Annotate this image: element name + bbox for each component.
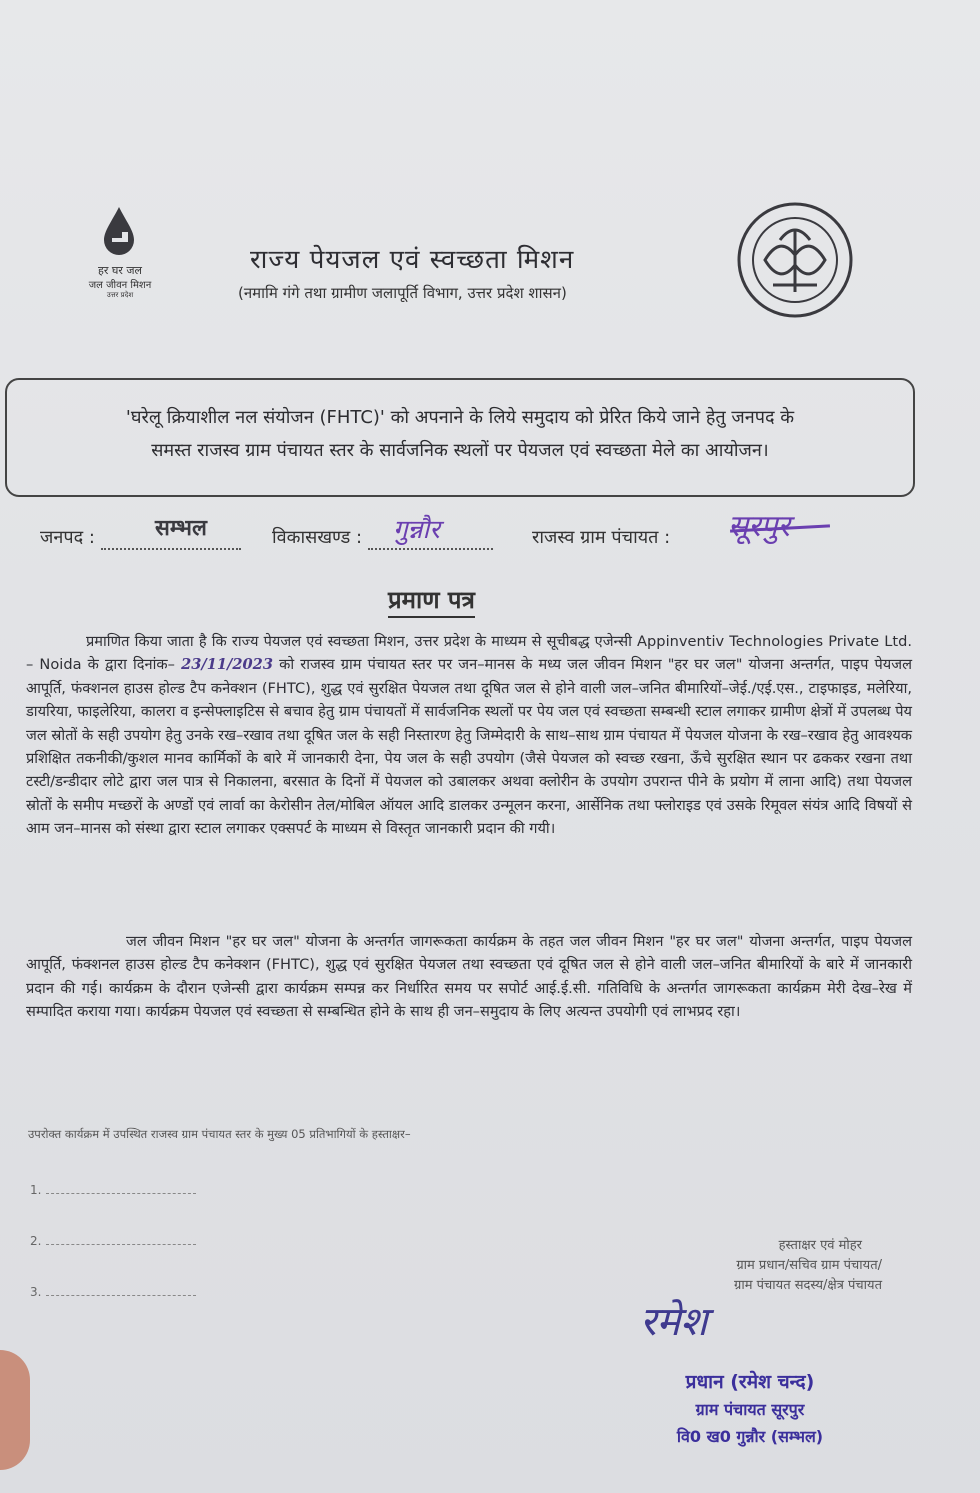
para1-part-b: को राजस्व ग्राम पंचायत स्तर पर जन–मानस के मध्य जल जीवन मिशन "हर घर जल" योजना अन्तर्गत, पाइप पेयजल आपूर्ति, फंक्शनल हाउस होल्ड टैप कनेक्शन (FHTC), शुद्ध एवं सुरक्षित पेयजल तथा दूषित जल से होने वाली जल–जनित बीमारियों–जेई./एई.एस., टाइफाइड, मलेरिया, डायरिया, फाइलेरिया, कालरा व इन्सेफ्लाइटिस से बचाव हेतु ग्राम पंचायतों में सार्वजनिक स्थलों पर पेय जल एवं स्वच्छता सम्बन्धी स्टाल लगाकर ग्रामीण क्षेत्रों में उपलब्ध पेय जल स्रोतों के सही उपयोग हेतु उनके रख–रखाव तथा दूषित जल के सही निस्तारण हेतु जिम्मेदारी के साथ–साथ ग्राम पंचायत में पेयजल योजना के रख–रखाव हेतु आवश्यक प्रशिक्षित तकनीकी/कुशल मानव कार्मिकों के बारे में जानकारी देना, पेय जल के सही उपयोग (जैसे पेयजल को स्वच्छ रखना, ऊँचे सुरक्षित स्थान पर ढककर रखना तथा टस्टी/डन्डीदार लोटे द्वारा जल पात्र से निकालना, बरसात के दिनों में पेयजल को उबालकर अथवा क्लोरीन के उपयोग उपरान्त पीने के प्रयोग में लाना आदि) तथा पेयजल स्रोतों के समीप मच्छरों के अण्डों एवं लार्वा का केरोसीन तेल/मोबिल ऑयल आदि डालकर उन्मूलन करना, आर्सेनिक तथा फ्लोराइड एवं उसके रिमूवल संयंत्र आदि विषयों से आम जन–मानस को संस्था द्वारा स्टाल लगाकर एक्सपर्ट के माध्यम से विस्तृत जानकारी प्रदान की गयी।	[26, 656, 912, 838]
certificate-paragraph-2	[26, 930, 912, 1024]
up-government-seal-icon	[735, 200, 855, 320]
district-label: जनपद :	[40, 527, 95, 548]
participant-line-1: 1.	[30, 1183, 196, 1197]
logo-text-2: जल जीवन मिशन	[88, 280, 152, 291]
block-label: विकासखण्ड :	[272, 527, 363, 548]
page-title: राज्य पेयजल एवं स्वच्छता मिशन	[250, 245, 575, 275]
certificate-title: प्रमाण पत्र	[388, 583, 475, 618]
panchayat-label: राजस्व ग्राम पंचायत :	[532, 527, 671, 548]
district-value: सम्भल	[155, 516, 207, 541]
handwritten-signature: रमेश	[640, 1299, 708, 1345]
har-ghar-jal-logo	[70, 205, 170, 315]
water-drop-icon	[100, 205, 138, 257]
signature-designation	[612, 1236, 882, 1296]
panchayat-field	[532, 525, 670, 549]
page-subtitle: (नमामि गंगे तथा ग्रामीण जलापूर्ति विभाग, उत्तर प्रदेश शासन)	[238, 284, 567, 302]
para2-text: जल जीवन मिशन "हर घर जल" योजना के अन्तर्गत जागरूकता कार्यक्रम के तहत जल जीवन मिशन "हर घर जल" योजना अन्तर्गत, पाइप पेयजल आपूर्ति, फंक्शनल हाउस होल्ड टैप कनेक्शन (FHTC), शुद्ध एवं सुरक्षित पेयजल तथा स्वच्छता एवं दूषित जल से होने वाली जल–जनित बीमारियों के बारे में जानकारी प्रदान की गई। कार्यक्रम के दौरान एजेन्सी द्वारा कार्यक्रम सम्पन्न कर निर्धारित समय पर सपोर्ट आई.ई.सी. गतिविधि के अन्तर्गत जागरूकता कार्यक्रम मेरी देख–रेख में सम्पादित कराया गया। कार्यक्रम पेयजल एवं स्वच्छता से सम्बन्धित होने के साथ ही जन–समुदाय के लिए अत्यन्त उपयोगी एवं लाभप्रद रहा।	[26, 933, 912, 1021]
certificate-paragraph-1	[26, 630, 912, 841]
pradhan-seal-line-2: ग्राम पंचायत सूरपुर	[695, 1400, 805, 1419]
pradhan-seal-line-1: प्रधान (रमेश चन्द)	[685, 1371, 815, 1393]
certificate-date: 23/11/2023	[181, 656, 273, 674]
logo-text-3: उत्तर प्रदेश	[106, 291, 134, 299]
block-field	[272, 525, 493, 550]
participant-line-2: 2.	[30, 1234, 196, 1248]
logo-text-1: हर घर जल	[98, 264, 142, 277]
designation-line-2: ग्राम प्रधान/सचिव ग्राम पंचायत/	[736, 1258, 882, 1273]
district-field	[40, 525, 241, 550]
block-value: गुन्नौर	[393, 515, 440, 545]
thumb-in-frame	[0, 1350, 30, 1470]
panchayat-value: सूरपुर	[728, 509, 790, 544]
designation-line-1: हस्ताक्षर एवं मोहर	[778, 1238, 862, 1253]
para1-part-a: प्रमाणित किया जाता है कि राज्य पेयजल एवं स्वच्छता मिशन, उत्तर प्रदेश के माध्यम से सूचीबद्ध एजेन्सी Appinventiv Technologies Private Ltd. – Noida के द्वारा दिनांक–	[26, 633, 912, 674]
participant-line-3: 3.	[30, 1285, 196, 1299]
designation-line-3: ग्राम पंचायत सदस्य/क्षेत्र पंचायत	[734, 1278, 882, 1293]
pradhan-seal-line-3: वि0 ख0 गुन्नौर (सम्भल)	[676, 1427, 824, 1446]
subject-line-1: 'घरेलू क्रियाशील नल संयोजन (FHTC)' को अपनाने के लिये समुदाय को प्रेरित किये जाने हेतु जनपद के	[125, 407, 795, 428]
subject-line-2: समस्त राजस्व ग्राम पंचायत स्तर के सार्वजनिक स्थलों पर पेयजल एवं स्वच्छता मेले का आयोजन।	[151, 440, 769, 461]
participants-note: उपरोक्त कार्यक्रम में उपस्थित राजस्व ग्राम पंचायत स्तर के मुख्य 05 प्रतिभागियों के हस्ताक्षर–	[28, 1127, 411, 1141]
